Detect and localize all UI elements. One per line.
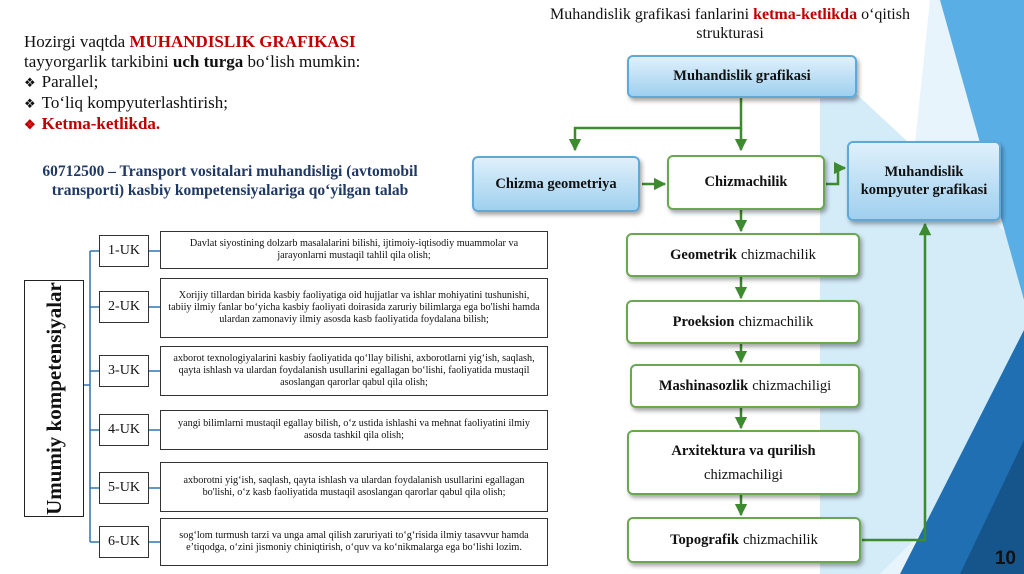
mashinasozlik-chizmachiligi-box: Mashinasozlik chizmachiligi — [630, 364, 860, 408]
chizma-geometriya-box: Chizma geometriya — [472, 156, 640, 212]
uk-description-6: sog‘lom turmush tarzi va unga amal qilish zaruriyati to‘g‘risida ilmiy tasavvur hamda e’tiqodga, o‘zini jismoniy chiniqtirish, o‘quv va ko‘nikmalarga ega bo‘lishi lozim. — [160, 518, 548, 566]
competence-subtitle: 60712500 – Transport vositalari muhandisligi (avtomobil transporti) kasbiy kompetensiyalariga qo‘yilgan talab — [42, 163, 418, 199]
uk-code-4: 4-UK — [99, 414, 149, 446]
uk-description-3: axborot texnologiyalarini kasbiy faoliyatida qo‘llay bilishi, axborotlarni yig‘ish, saqlash, qayta ishlash va ulardan foydalanish usullarini egallagan bo‘lishi, faoliyatida mustaqil asoslangan qarorlar qabul qila olish; — [160, 346, 548, 396]
highlight-muhandislik: MUHANDISLIK GRAFIKASI — [129, 32, 356, 51]
proeksion-chizmachilik-box: Proeksion chizmachilik — [626, 300, 860, 344]
uk-description-4: yangi bilimlarni mustaqil egallay bilish, o‘z ustida ishlashi va mehnat faoliyatini ilmiy asosda tashkil qila olish; — [160, 410, 548, 450]
bullet-sequential: ❖ Ketma-ketlikda. — [24, 114, 161, 133]
arxitektura-chizmachiligi-box: Arxitektura va qurilish chizmachiligi — [627, 430, 860, 495]
uk-description-1: Davlat siyostining dolzarb masalalarini bilishi, ijtimoiy-iqtisodiy muammolar va jarayonlarni mustaqil tahlil qila olish; — [160, 231, 548, 269]
bullet-computer: ❖ To‘liq kompyuterlashtirish; — [24, 93, 228, 112]
muhandislik-kompyuter-grafikasi-box: Muhandislik kompyuter grafikasi — [847, 141, 1001, 221]
muhandislik-grafikasi-box: Muhandislik grafikasi — [627, 55, 857, 98]
uk-code-5: 5-UK — [99, 472, 149, 504]
chizmachilik-box: Chizmachilik — [667, 155, 825, 210]
uk-description-2: Xorijiy tillardan birida kasbiy faoliyatiga oid hujjatlar va ishlar mohiyatini tushunishi, tabiiy ilmiy fanlar bo‘yicha kasbiy faoliyati doirasida zaruriy bilimlarga ega bo'lishi hamda ulardan zamonaviy ilmiy asosda kasb faoliyatida foydalana bilish; — [160, 278, 548, 338]
uk-code-1: 1-UK — [99, 235, 149, 267]
uk-code-2: 2-UK — [99, 291, 149, 323]
intro-text: Hozirgi vaqtda MUHANDISLIK GRAFIKASI tayyorgarlik tarkibini uch turga bo‘lish mumkin: ❖ Parallel; ❖ To‘liq kompyuterlashtirish; ❖ Ketma-ketlikda. — [24, 32, 434, 135]
uk-code-6: 6-UK — [99, 526, 149, 558]
diamond-bullet-icon: ❖ — [24, 75, 36, 90]
diamond-bullet-icon: ❖ — [24, 117, 36, 132]
uk-description-5: axborotni yig‘ish, saqlash, qayta ishlash va ulardan foydalanish usullarini egallagan bo'lishi, o‘z kasb faoliyatida mustaqil asoslangan qarorlar qabul qila olish; — [160, 462, 548, 512]
bullet-parallel: ❖ Parallel; — [24, 72, 99, 91]
diamond-bullet-icon: ❖ — [24, 96, 36, 111]
general-competence-label: Umumiy kompetensiyalar — [24, 280, 84, 517]
topografik-chizmachilik-box: Topografik chizmachilik — [627, 517, 861, 563]
geometrik-chizmachilik-box: Geometrik chizmachilik — [626, 233, 860, 277]
page-number: 10 — [994, 548, 1016, 569]
structure-title: Muhandislik grafikasi fanlarini ketma-ketlikda o‘qitish strukturasi — [550, 6, 910, 42]
uk-code-3: 3-UK — [99, 355, 149, 387]
